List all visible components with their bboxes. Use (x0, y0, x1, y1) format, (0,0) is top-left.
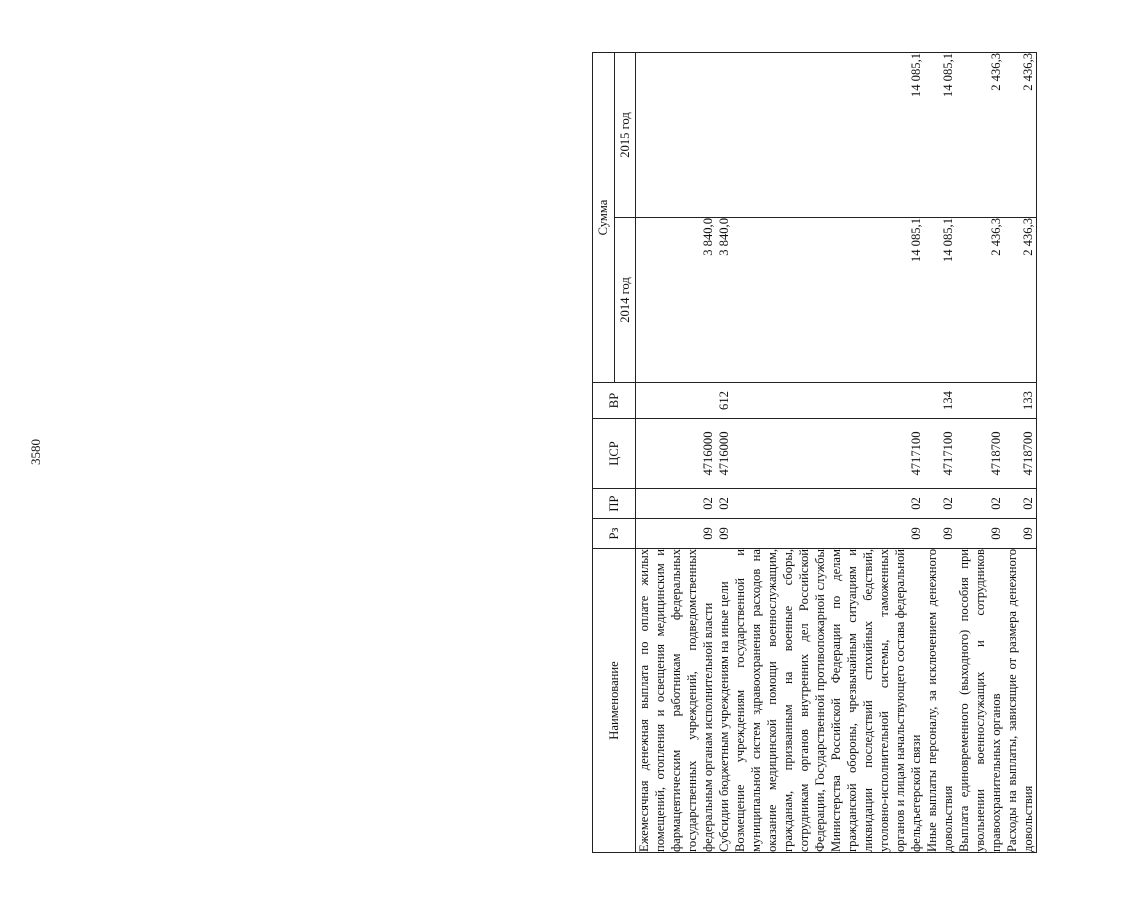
header-csr: ЦСР (593, 419, 636, 489)
cell-vr (956, 383, 1004, 419)
cell-name: Субсидии бюджетным учреждениям на иные цели (716, 549, 732, 853)
cell-vr: 134 (924, 383, 956, 419)
cell-name: Ежемесячная денежная выплата по оплате жилых помещений, отопления и освещения медицинским и фармацевтическим работникам федеральных государственных учреждений, подведомственных федеральным органам исполнительной власти (637, 549, 715, 852)
table-row (716, 52, 732, 852)
cell-2015: 2 436,3 (956, 52, 1004, 217)
cell-rz: 09 (716, 519, 732, 549)
header-vr: ВР (593, 383, 636, 419)
budget-table (592, 52, 1037, 853)
cell-name: Возмещение учреждениям государственной и муниципальной систем здравоохранения расходов на оказание медицинской помощи военнослужащим, гражданам, призванным на военные сборы, сотрудникам органов внутренних дел Российской Федерации, Государственной противопожарной службы Министерства Российской Федерации по делам гражданской обороны, чрезвычайным ситуациям и ликвидации последствий стихийных бедствий, уголовно-исполнительной системы, таможенных органов и лицам начальствующего состава федеральной фельдъегерской связи (733, 549, 923, 852)
cell-2014: 14 085,1 (924, 218, 956, 383)
cell-csr: 4718700 (956, 419, 1004, 489)
cell-csr: 4718700 (1004, 419, 1037, 489)
cell-pr: 02 (1004, 489, 1037, 519)
cell-rz: 09 (956, 519, 1004, 549)
cell-2015 (636, 52, 717, 217)
table-row (732, 52, 924, 852)
cell-rz: 09 (924, 519, 956, 549)
cell-vr: 133 (1004, 383, 1037, 419)
cell-vr (732, 383, 924, 419)
table-row (1004, 52, 1037, 852)
cell-csr: 4717100 (732, 419, 924, 489)
cell-csr: 4717100 (924, 419, 956, 489)
cell-2015: 2 436,3 (1004, 52, 1037, 217)
cell-pr: 02 (716, 489, 732, 519)
table-row (636, 52, 717, 852)
header-pr: ПР (593, 489, 636, 519)
page-number: 3580 (28, 439, 43, 465)
header-name: Наименование (593, 549, 636, 853)
header-year-2015: 2015 год (614, 52, 636, 217)
cell-pr: 02 (924, 489, 956, 519)
cell-csr: 4716000 (636, 419, 717, 489)
cell-rz: 09 (732, 519, 924, 549)
header-sum: Сумма (593, 52, 615, 382)
cell-2015: 14 085,1 (732, 52, 924, 217)
cell-vr: 612 (716, 383, 732, 419)
cell-rz: 09 (636, 519, 717, 549)
header-rz: Рз (593, 519, 636, 549)
cell-csr: 4716000 (716, 419, 732, 489)
table-row (924, 52, 956, 852)
cell-name: Иные выплаты персоналу, за исключением денежного довольствия (925, 549, 955, 852)
cell-pr: 02 (636, 489, 717, 519)
cell-name: Выплата единовременного (выходного) пособия при увольнении военнослужащих и сотрудников правоохранительных органов (957, 549, 1003, 852)
cell-pr: 02 (956, 489, 1004, 519)
cell-name: Расходы на выплаты, зависящие от размера денежного довольствия (1005, 549, 1035, 852)
table-row (956, 52, 1004, 852)
rotated-page (592, 53, 1132, 853)
cell-pr: 02 (732, 489, 924, 519)
table-body (636, 52, 1037, 852)
cell-2014: 2 436,3 (956, 218, 1004, 383)
cell-2014: 2 436,3 (1004, 218, 1037, 383)
cell-2015: 14 085,1 (924, 52, 956, 217)
cell-2015 (716, 52, 732, 217)
header-year-2014: 2014 год (614, 218, 636, 383)
cell-vr (636, 383, 717, 419)
cell-2014: 3 840,0 (636, 218, 717, 383)
cell-2014: 14 085,1 (732, 218, 924, 383)
cell-2014: 3 840,0 (716, 218, 732, 383)
cell-rz: 09 (1004, 519, 1037, 549)
